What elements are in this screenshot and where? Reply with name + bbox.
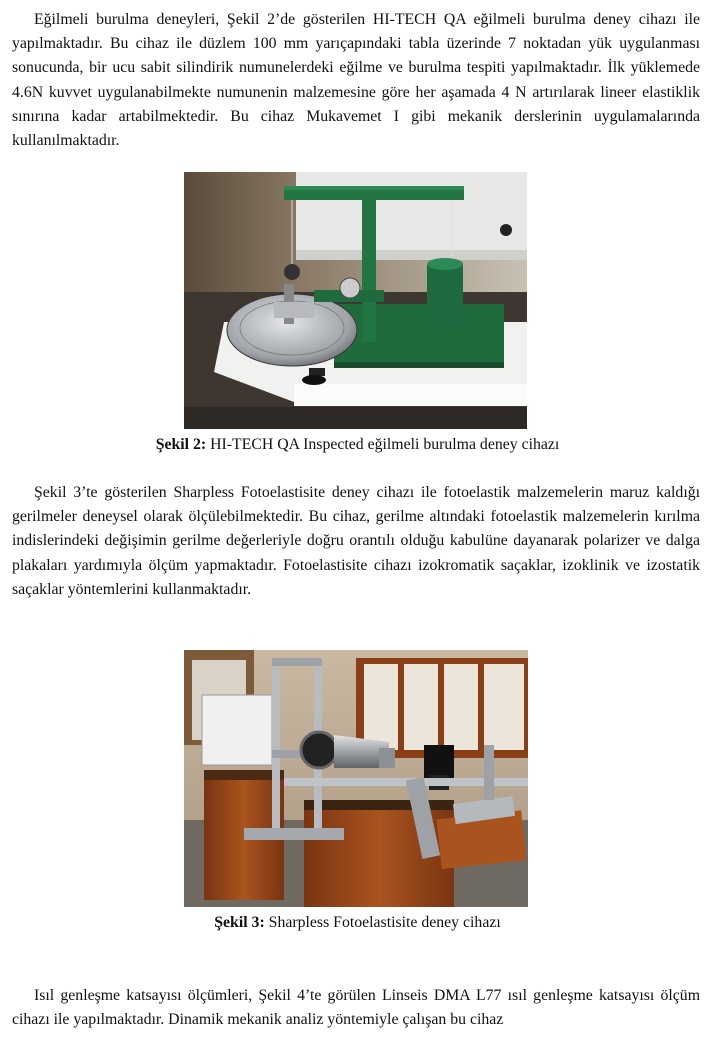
figure-2-caption <box>0 435 715 455</box>
photoelasticity-device-image <box>184 650 528 907</box>
figure-2-label: Şekil 2: <box>155 436 207 453</box>
paragraph-photoelasticity <box>12 481 700 602</box>
figure-2-caption-text: HI-TECH QA Inspected eğilmeli burulma deney cihazı <box>206 436 560 453</box>
paragraph-text: Şekil 3’te gösterilen Sharpless Fotoelastisite deney cihazı ile fotoelastik malzemelerin maruz kaldığı gerilmeler deneysel olarak ölçülebilmektedir. Bu cihaz, gerilme altındaki fotoelastik malzemelerin kırılma indislerindeki değişimin gerilme değerleriyle doğru orantılı olduğu kabulüne dayanarak polarizer ve dalga plakaları yardımıyla ölçüm yapmaktadır. Fotoelastisite cihazı izokromatik saçaklar, izoklinik ve izostatik saçaklar yöntemlerini kullanmaktadır. <box>12 484 700 598</box>
bending-torsion-device-image <box>184 172 527 429</box>
figure-2-photo <box>184 172 527 429</box>
figure-3-photo <box>184 650 528 907</box>
paragraph-text: Isıl genleşme katsayısı ölçümleri, Şekil 4’te görülen Linseis DMA L77 ısıl genleşme katsayısı ölçüm cihazı ile yapılmaktadır. Dinamik mekanik analiz yöntemiyle çalışan bu cihaz <box>12 987 700 1029</box>
paragraph-text: Eğilmeli burulma deneyleri, Şekil 2’de gösterilen HI-TECH QA eğilmeli burulma deney cihazı ile yapılmaktadır. Bu cihaz ile düzlem 100 mm yarıçapındaki tabla üzerinde 7 noktadan yük uygulanması sonucunda, bir ucu sabit silindirik numunelerdeki eğilme ve burulma tespiti yapılmaktadır. İlk yüklemede 4.6N kuvvet uygulanabilmekte numunenin malzemesine göre her aşamada 4 N artırılarak lineer elastiklik sınırına kadar artabilmektedir. Bu cihaz Mukavemet I gibi mekanik derslerinin uygulamalarında kullanılmaktadır. <box>12 11 700 150</box>
figure-3-label: Şekil 3: <box>214 914 265 931</box>
paragraph-bending-torsion <box>12 8 700 153</box>
paragraph-thermal-expansion <box>12 984 700 1032</box>
figure-3-caption-text: Sharpless Fotoelastisite deney cihazı <box>264 914 501 931</box>
figure-3-caption <box>0 913 715 933</box>
